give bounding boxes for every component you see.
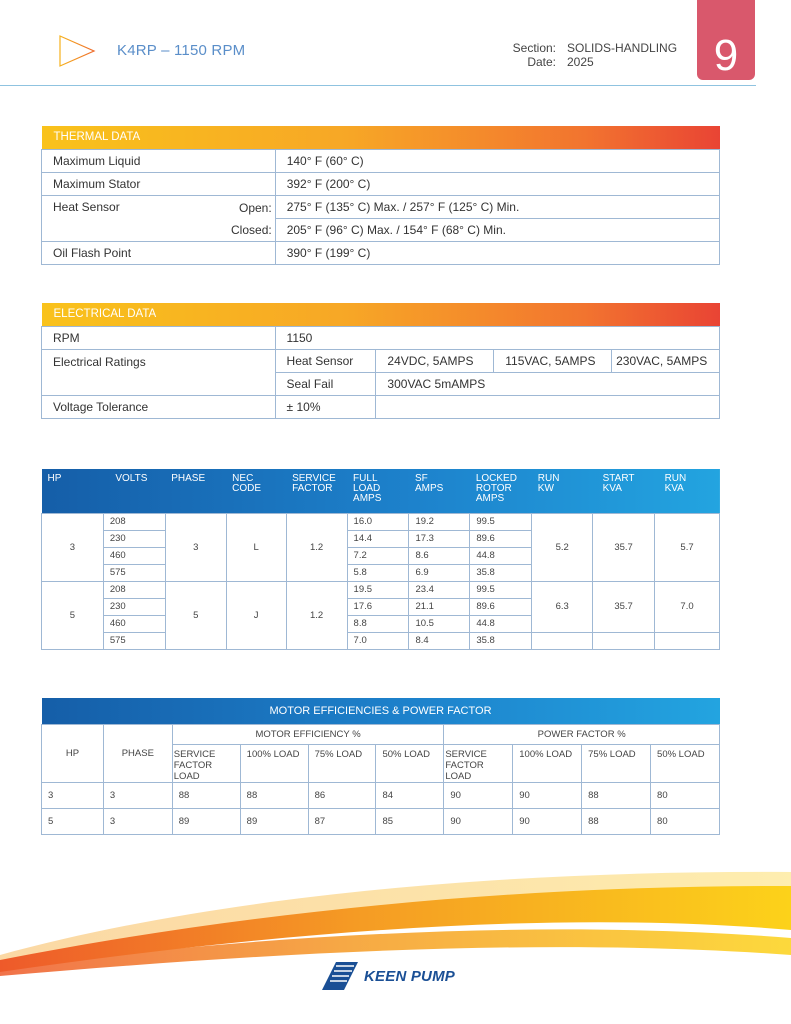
sf-amps-cell: 8.4: [409, 632, 470, 649]
efficiency-cell: 88: [240, 782, 308, 808]
power-factor-cell: 80: [651, 808, 720, 834]
thermal-data-table: [41, 126, 720, 265]
table-row: [42, 513, 720, 530]
table-row: [42, 808, 720, 834]
keen-pump-brand-icon: [322, 962, 358, 990]
thermal-value: 392° F (200° C): [275, 173, 719, 196]
run-kw-cell: 6.3: [532, 581, 593, 632]
thermal-label: Oil Flash Point: [42, 242, 276, 265]
col-header: HP: [47, 473, 62, 484]
nec-code-cell: L: [226, 513, 286, 581]
power-factor-cell: 90: [513, 782, 582, 808]
electrical-data-title: ELECTRICAL DATA: [42, 303, 720, 326]
lra-cell: 89.6: [470, 530, 532, 547]
phase-cell: 3: [103, 782, 172, 808]
run-kw-cell: 5.2: [532, 513, 593, 581]
seal-fail-label: Seal Fail: [275, 373, 376, 396]
hp-header: HP: [42, 724, 104, 782]
start-kva-cell: 35.7: [593, 513, 655, 581]
footer-brand: [322, 962, 455, 990]
col-header: PHASE: [171, 473, 206, 484]
power-factor-cell: 90: [444, 782, 513, 808]
header-divider: [0, 85, 756, 86]
volts-cell: 230: [103, 530, 165, 547]
sub-header: 75% LOAD: [582, 744, 651, 782]
section-info: [496, 41, 677, 69]
section-value: SOLIDS-HANDLING: [567, 41, 678, 55]
sub-header: SERVICE FACTOR LOAD: [444, 744, 513, 782]
col-header: NEC CODE: [232, 473, 262, 494]
thermal-label: Maximum Stator: [42, 173, 276, 196]
service-factor-cell: 1.2: [286, 513, 347, 581]
lra-cell: 44.8: [470, 615, 532, 632]
page-number-tab: 9: [697, 0, 755, 80]
table-row: [42, 396, 720, 419]
sub-header: 75% LOAD: [308, 744, 376, 782]
lra-cell: 89.6: [470, 598, 532, 615]
lra-cell: 99.5: [470, 581, 532, 598]
thermal-value: 205° F (96° C) Max. / 154° F (68° C) Min.: [275, 219, 719, 242]
col-header: RUN KW: [537, 473, 560, 494]
sub-header: SERVICE FACTOR LOAD: [172, 744, 240, 782]
col-header: LOCKED ROTOR AMPS: [475, 473, 517, 504]
thermal-value: 390° F (199° C): [275, 242, 719, 265]
lra-cell: 44.8: [470, 547, 532, 564]
sf-amps-cell: 10.5: [409, 615, 470, 632]
volts-cell: 460: [103, 615, 165, 632]
thermal-value: 140° F (60° C): [275, 150, 719, 173]
service-factor-cell: 1.2: [286, 581, 347, 649]
table-row: [42, 219, 720, 242]
volts-cell: 208: [103, 581, 165, 598]
hp-cell: 5: [42, 581, 104, 649]
run-kva-cell: 7.0: [655, 581, 720, 632]
sf-amps-cell: 19.2: [409, 513, 470, 530]
fla-cell: 14.4: [347, 530, 409, 547]
hp-cell: 3: [42, 782, 104, 808]
thermal-data-title: THERMAL DATA: [42, 126, 720, 149]
col-header: SERVICE FACTOR: [292, 473, 336, 494]
phase-cell: 3: [103, 808, 172, 834]
date-label: Date:: [527, 55, 556, 69]
table-row: [42, 327, 720, 350]
volts-cell: 575: [103, 632, 165, 649]
heat-sensor-open-label: Open:: [239, 201, 272, 215]
efficiency-cell: 89: [240, 808, 308, 834]
rpm-label: RPM: [42, 327, 276, 350]
fla-cell: 7.2: [347, 547, 409, 564]
phase-cell: 3: [165, 513, 226, 581]
heat-sensor-value: 115VAC, 5AMPS: [494, 350, 612, 373]
phase-header: PHASE: [103, 724, 172, 782]
sub-header: 50% LOAD: [376, 744, 444, 782]
table-row: [42, 350, 720, 373]
document-title: K4RP – 1150 RPM: [117, 42, 246, 59]
thermal-label: Heat Sensor: [53, 200, 120, 215]
col-header: SF AMPS: [414, 473, 444, 494]
motor-efficiency-header: MOTOR EFFICIENCY %: [172, 724, 444, 744]
fla-cell: 16.0: [347, 513, 409, 530]
efficiency-title: MOTOR EFFICIENCIES & POWER FACTOR: [42, 698, 720, 724]
volts-cell: 230: [103, 598, 165, 615]
efficiency-cell: 87: [308, 808, 376, 834]
keen-pump-logo-icon: [58, 34, 96, 68]
power-factor-cell: 80: [651, 782, 720, 808]
fla-cell: 5.8: [347, 564, 409, 581]
thermal-value: 275° F (135° C) Max. / 257° F (125° C) Min.: [275, 196, 719, 219]
heat-sensor-value: 24VDC, 5AMPS: [376, 350, 494, 373]
phase-cell: 5: [165, 581, 226, 649]
efficiency-cell: 84: [376, 782, 444, 808]
col-header: START KVA: [602, 473, 635, 494]
rpm-value: 1150: [275, 327, 719, 350]
sub-header: 50% LOAD: [651, 744, 720, 782]
section-label: Section:: [512, 41, 556, 55]
col-header: FULL LOAD AMPS: [353, 473, 382, 504]
table-row: [42, 242, 720, 265]
efficiency-table: [41, 698, 720, 835]
thermal-label: Maximum Liquid: [42, 150, 276, 173]
electrical-data-table: [41, 303, 720, 419]
sf-amps-cell: 8.6: [409, 547, 470, 564]
col-header: VOLTS: [115, 473, 148, 484]
start-kva-cell: 35.7: [593, 581, 655, 632]
electrical-ratings-label: Electrical Ratings: [42, 350, 276, 396]
heat-sensor-label: Heat Sensor: [275, 350, 376, 373]
volts-cell: 460: [103, 547, 165, 564]
power-factor-cell: 88: [582, 808, 651, 834]
power-factor-cell: 88: [582, 782, 651, 808]
power-factor-header: POWER FACTOR %: [444, 724, 720, 744]
efficiency-cell: 88: [172, 782, 240, 808]
hp-cell: 3: [42, 513, 104, 581]
hp-cell: 5: [42, 808, 104, 834]
power-factor-cell: 90: [513, 808, 582, 834]
seal-fail-value: 300VAC 5mAMPS: [376, 373, 720, 396]
date-value: 2025: [567, 55, 594, 69]
motor-header-row: [42, 469, 720, 513]
voltage-tolerance-label: Voltage Tolerance: [42, 396, 276, 419]
table-row: [42, 196, 720, 219]
fla-cell: 8.8: [347, 615, 409, 632]
efficiency-cell: 89: [172, 808, 240, 834]
table-row: [42, 632, 720, 649]
run-kva-cell: 5.7: [655, 513, 720, 581]
motor-data-table: [41, 469, 720, 650]
efficiency-cell: 85: [376, 808, 444, 834]
col-header: RUN KVA: [664, 473, 687, 494]
voltage-tolerance-value: ± 10%: [275, 396, 376, 419]
efficiency-cell: 86: [308, 782, 376, 808]
table-row: [42, 150, 720, 173]
fla-cell: 19.5: [347, 581, 409, 598]
heat-sensor-closed-label: Closed:: [42, 219, 276, 242]
lra-cell: 35.8: [470, 564, 532, 581]
table-row: [42, 581, 720, 598]
sub-header: 100% LOAD: [240, 744, 308, 782]
sf-amps-cell: 6.9: [409, 564, 470, 581]
fla-cell: 7.0: [347, 632, 409, 649]
fla-cell: 17.6: [347, 598, 409, 615]
sub-header: 100% LOAD: [513, 744, 582, 782]
brand-name: KEEN PUMP: [364, 967, 455, 985]
volts-cell: 208: [103, 513, 165, 530]
table-row: [42, 173, 720, 196]
nec-code-cell: J: [226, 581, 286, 649]
power-factor-cell: 90: [444, 808, 513, 834]
sf-amps-cell: 17.3: [409, 530, 470, 547]
sf-amps-cell: 21.1: [409, 598, 470, 615]
table-row: [42, 782, 720, 808]
volts-cell: 575: [103, 564, 165, 581]
page-header: [0, 0, 791, 88]
lra-cell: 99.5: [470, 513, 532, 530]
lra-cell: 35.8: [470, 632, 532, 649]
sf-amps-cell: 23.4: [409, 581, 470, 598]
heat-sensor-value: 230VAC, 5AMPS: [612, 350, 720, 373]
